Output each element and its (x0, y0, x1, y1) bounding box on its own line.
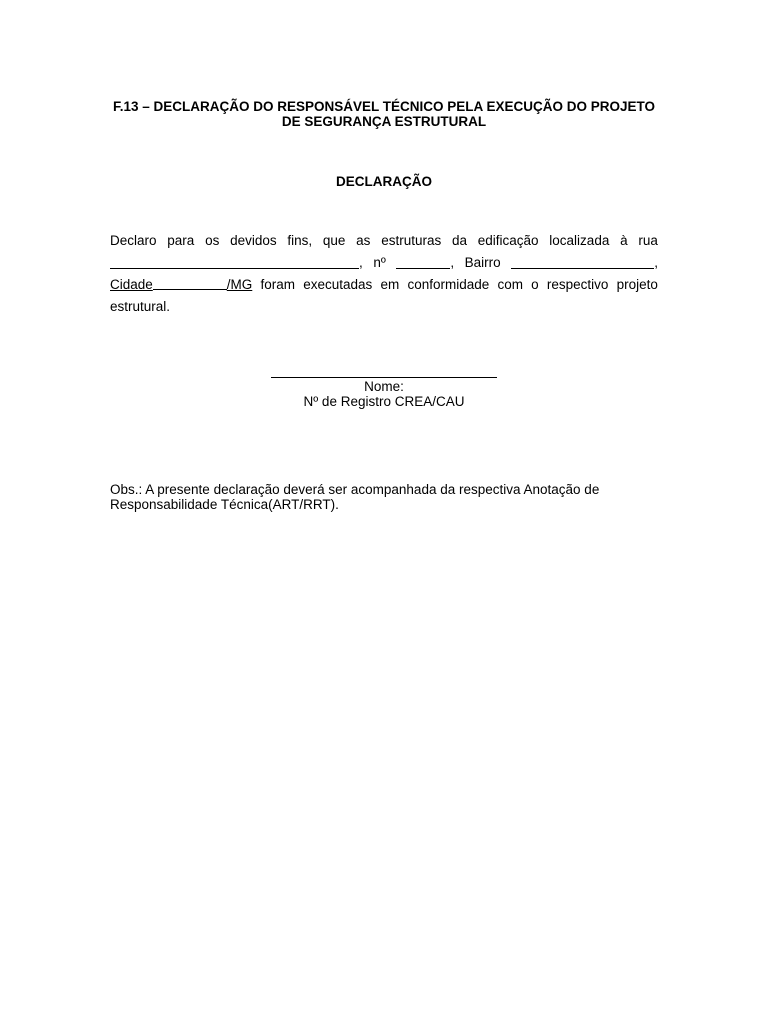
body-word: o (531, 277, 539, 292)
signature-block (110, 362, 658, 409)
body-word: os (205, 233, 220, 248)
body-word: foram (260, 277, 295, 292)
body-word: com (497, 277, 523, 292)
body-word: Declaro (110, 233, 157, 248)
observation-note (110, 482, 658, 512)
body-word: rua (638, 233, 658, 248)
body-word: as (356, 233, 371, 248)
state-label: /MG (226, 277, 253, 292)
comma: , (450, 255, 455, 270)
street-group (110, 252, 363, 274)
body-word: conformidade (407, 277, 490, 292)
declaration-line-4 (110, 296, 658, 318)
bairro-blank[interactable] (511, 254, 654, 269)
signature-registry-label: Nº de Registro CREA/CAU (303, 394, 465, 409)
city-group (110, 274, 252, 296)
body-word: executadas (303, 277, 373, 292)
number-label: nº (373, 255, 386, 270)
city-blank[interactable] (153, 275, 227, 290)
bairro-group (511, 252, 658, 274)
observation-line-1: Obs.: A presente declaração deverá ser acompanhada da respectiva Anotação de (110, 482, 600, 497)
declaration-body (110, 230, 658, 318)
body-word: localizada (549, 233, 610, 248)
observation-line-2: Responsabilidade Técnica(ART/RRT). (110, 497, 339, 512)
declaration-line-1 (110, 230, 658, 252)
document-page (110, 0, 658, 1024)
declaration-line-2 (110, 252, 658, 274)
body-word: devidos (230, 233, 277, 248)
document-title-line-2: DE SEGURANÇA ESTRUTURAL (281, 114, 487, 129)
cidade-label: Cidade (110, 277, 153, 292)
number-group (396, 252, 454, 274)
comma: , (654, 255, 658, 270)
body-word: edificação (477, 233, 539, 248)
body-word: fins, (287, 233, 313, 248)
declaration-heading: DECLARAÇÃO (336, 174, 432, 189)
declaration-line-3 (110, 274, 658, 296)
body-word: respectivo (546, 277, 609, 292)
body-word: à (620, 233, 628, 248)
comma: , (359, 255, 363, 270)
document-title-line-1: F.13 – DECLARAÇÃO DO RESPONSÁVEL TÉCNICO PELA EXECUÇÃO DO PROJETO (112, 99, 656, 114)
body-word: da (451, 233, 467, 248)
document-title (110, 99, 658, 129)
street-blank[interactable] (110, 254, 359, 269)
signature-name-label: Nome: (364, 379, 404, 394)
number-blank[interactable] (396, 254, 450, 269)
body-word: que (322, 233, 346, 248)
body-word: em (380, 277, 400, 292)
bairro-label: Bairro (464, 255, 501, 270)
body-word: projeto (616, 277, 658, 292)
body-word: estrutural. (110, 299, 171, 314)
signature-line[interactable] (271, 362, 497, 378)
body-word: para (167, 233, 195, 248)
body-word: estruturas (381, 233, 442, 248)
